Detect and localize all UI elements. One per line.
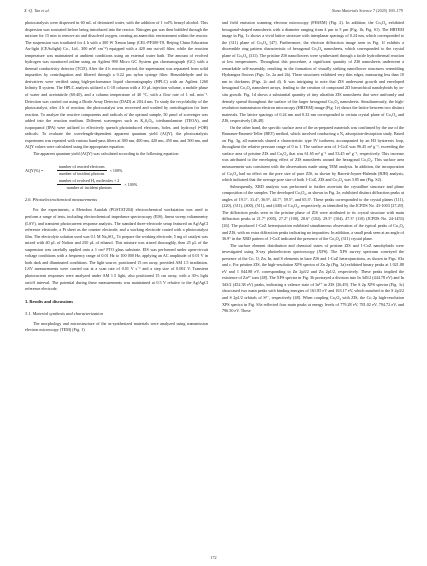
- fraction-numerator: number of evolved H₂ molecules × 2: [59, 178, 120, 184]
- paragraph: photocatalysts were dispersed in 60 mL of deionized water, with the addition of 1 vol% benzyl alcohol. This dispersion was sonicated before being introduced into the reactor. Nitrogen gas was then bubbled through the mixture for 15 min to remove air and dissolved oxygen, creating an anaerobic environment within the reactor. The suspension was irradiated for 4 h with a 300 W Xenon lamp (CEL-PF300-T8, Beijing China Education Au-light (CEAulight) Co., Ltd., 300 mW cm⁻²) equipped with a 420 nm cut-off filter, while the reaction temperature was maintained at ambient conditions using an external water bath. The amount of evolved hydrogen was monitored online using an Agilent 990 Micro GC System gas chromatograph (GC) with a thermal conductivity detector (TCD). After the 4 h reaction period, the supernatant was separated from solid impurities by centrifugation and filtered through a 0.22 μm nylon syringe filter. Benzaldehyde and its derivatives were verified using high-performance liquid chromatography (HPLC) with an Agilent 1260 Infinity II system. The HPLC analysis utilized a C-18 column with a 10 μL injection volume, a mobile phase of water and acetonitrile (60:40), and a column temperature of 40 °C, with a flow rate of 1 mL min⁻¹. Detection was carried out using a Diode Array Detector (DAD) at 204.4 nm. To study the recyclability of the photocatalyst, after 4 h of reaction, the photocatalyst was recovered and washed by centrifugation for later reaction. To analyze the reactive components and radicals of the optimal sample, 50 μmol of scavenger was added into the reaction medium. Different scavengers such as K₂S₂O₈, triethanolamine (TEOA), and isopropanol (IPA) were utilized to effectively quench photoinduced electrons, holes, and hydroxyl (•OH) radicals. To evaluate the wavelength-dependent apparent quantum yield (AQY), the photocatalysis experiment was repeated with various band-pass filters at 380 nm, 400 nm, 420 nm, 450 nm, and 500 nm, and AQY values were calculated using the appropriate equation.: [25, 20, 208, 150]
- right-column: [222, 20, 404, 315]
- equation-multiplier: × 100%: [109, 167, 123, 173]
- running-header: [24, 7, 403, 15]
- paragraph: The apparent quantum yield (AQY) was calculated according to the following equation:: [33, 150, 179, 156]
- header-citation: 7 (2025) 169–179: [372, 8, 403, 13]
- subsection-heading: 3.1. Material synthesis and characterization: [25, 310, 103, 316]
- equation-multiplier: × 100%: [124, 181, 138, 187]
- paragraph: Subsequently, XRD analysis was performed to further ascertain the crystalline structure and phase composition of the samples. The developed Co₃O₄, as shown in Fig. 2e, exhibited distinct diffraction peaks at angles of 19.1°, 31.4°, 36.9°, 44.7°, 59.5°, and 65.3°. These peaks corresponded to the crystal planes (111), (220), (311), (400), (511), and (440) of Co₃O₄, respectively, as identified by the JCPDS No. 43-1003 [27,29]. The diffraction peaks seen in the pristine phase of ZIS were attributed to its crystal structure with main diffraction peaks at 21.7° (005), 27.2° (100), 28.6° (102), 29.5° (104), 47.3° (110) (JCPDS No. 24-1453) [26]. The produced 1-CoZ heterojunction exhibited simultaneous observation of the typical peaks of Co₃O₄ and ZIS, with no extra diffraction peaks indicating no impurities. In addition, a small peak seen at an angle of 36.9° in the XRD pattern of 1-CoZ indicated the presence of the Co₃O₄ (311) crystal plane.: [222, 183, 404, 242]
- equation-fraction: [57, 164, 107, 176]
- fraction-denominator: number of incident photons: [59, 170, 105, 176]
- paragraph: The surface element distribution and chemical states of pristine ZIS and 1-CoZ nanohybrids were investigated using X-ray photoelectron spectroscopy (XPS). The XPS survey spectrum conveyed the presence of the Co, O, Zn, In, and S elements in bare ZIS and 1-CoZ heterojunctions, as shown in Figs. S3a and c. For pristine ZIS, the high-resolution XPS spectra of Zn 2p (Fig. 3a) exhibited binary peaks at 1 021.88 eV and 1 044.88 eV, corresponding to Zn 2p3/2 and Zn 2p1/2, respectively. These peaks implied the existence of Zn²⁺ ions [48]. The XPS spectra in Fig. 3b portrayed a division into In 3d5/2 (444.78 eV) and In 3d3/2 (452.38 eV) peaks, indicating a valence state of In³⁺ in ZIS [26,49]. The S 2p XPS spectra (Fig. 3c) showcased two main peaks with binding energies of 161.85 eV and 163.17 eV, which matched to the S 2p3/2 and S 2p1/2 orbitals of S²⁻, respectively [48]. When coupling Co₃O₄ with ZIS, the Co 2p high-resolution XPS spectra in Fig. S3e reflected four main peaks at energy levels of 779.28 eV, 781.02 eV, 794.72 eV, and 796.50 eV. These: [222, 242, 404, 314]
- header-journal: Nano Materials Science: [331, 8, 372, 13]
- header-authors: X.-Q. Tan et al.: [24, 8, 50, 13]
- aqy-equation: [25, 163, 208, 191]
- paragraph: For the experiments, a Metrohm Autolab (PGSTAT204) electrochemical workstation was used to perform a range of tests, including electrochemical impedance spectroscopy (EIS), linear sweep voltammetry (LSV), and transient photocurrent response analysis. The standard three-electrode setup featured an Ag/AgCl reference electrode, a Pt sheet as the counter electrode, and a working electrode coated with a photocatalyst film. The electrolyte solution used was 0.1 M Na₂SO₄. To prepare the working electrode, 5 mg of catalyst was mixed with 40 μL of Nafion and 250 μL of ethanol. This mixture was stirred thoroughly, then 25 μL of the suspension was carefully applied onto a 1 cm² FTO glass substrate. EIS was performed under open-circuit voltage conditions with a frequency range of 0.01 Hz to 100 000 Hz, applying an AC amplitude of 0.01 V in both dark and illuminated conditions. The light source, positioned 15 cm away, provided AM 1.5 irradiation. LSV measurements were carried out at a scan rate of 0.01 V s⁻¹ and a step size of 0.002 V. Transient photocurrent responses were analyzed under AM 1.5 light, also positioned 15 cm away, with a 30-s light on/off interval. The potential during these measurements was maintained at 0.5 V relative to the Ag/AgCl reference electrode.: [25, 207, 208, 292]
- equation-lhs: AQY(%) =: [25, 167, 44, 173]
- header-journal-citation: [332, 7, 403, 15]
- paragraph: On the other hand, the specific surface area of the as-prepared materials was confirmed by the use of the Brunauer-Emmett-Teller (BET) method, which involved conducting a N₂ adsorption-desorption study. Based on Fig. 3g, all materials shared a characteristic type IV isotherm, accompanied by an H3 hysteresis loop, throughout the relative pressure range of 0 to 1. The surface area of 1-CoZ was 96.45 m² g⁻¹, exceeding the surface area of pristine ZIS and Co₃O₄ that was 61.65 m² g⁻¹ and 53.45 m² g⁻¹, respectively. This increase was attributed to the enveloping effect of ZIS nanosheets around the hexagonal Co₃O₄. This surface area measurement was consistent with the observations made using TEM analysis. In addition, the incorporation of Co₃O₄ had no effect on the pore size of pure ZIS, as shown by Barrett-Joyner-Halenda (BJH) analysis, which indicated that the average pore size of both 1-CoZ, ZIS and Co₃O₄ was 3.85 nm (Fig. S2).: [222, 124, 404, 183]
- section-heading: 2.6. Photoelectrochemical measurements: [25, 197, 98, 203]
- section-heading: 3. Results and discussions: [25, 298, 74, 304]
- page-number: 172: [210, 555, 217, 560]
- equation-fraction: [57, 178, 121, 190]
- left-column: [25, 20, 208, 334]
- paragraph: The morphology and microstructure of the as-synthesized materials were analyzed using transmission electron microscopy (TEM) (Fig. 1): [25, 320, 208, 333]
- fraction-numerator: number of reacted electrons: [59, 164, 105, 170]
- paragraph: and field emission scanning electron microscopy (FESEM) (Fig. 2). In addition, the Co₃O₄ exhibited hexagonal-shaped nanosheets with a diameter ranging from 4 μm to 5 μm (Fig. 1b, Fig. S1). The HRTEM image in Fig. 1c shows a vivid lattice structure with interplanar spacings of 0.24 nm, which corresponded to the (311) plane of Co₃O₄ [47]. Furthermore, the electron diffraction image seen in Fig. 1f exhibits a discernible ring pattern characteristic of hexagonal Co₃O₄ nanosheets, which corresponded to the crystal plane of Co₃O₄ (311). The pristine ZIS nanoflowers were synthesized through a facile hydrothermal reaction at low temperatures. Throughout this procedure, a significant quantity of ZIS nanosheets underwent a remarkable self-assembly, resulting in the formation of visually striking nanoflower structures resembling Hydrangea flowers (Figs. 1e, 2a and 2b). These structures exhibited very thin edges, measuring less than 10 nm in thickness (Figs. 2c and d). It was intriguing to note that ZIS underwent growth and enveloped hexagonal Co₃O₄ nanosheet arrays, leading to the creation of compound 2D hierarchical nanohybrids by in-situ growth. Fig. 1d shows a substantial quantity of tiny ultrathin ZIS nanosheets that were uniformly and densely spread throughout the surface of the larger hexagonal Co₃O₄ nanosheets. Simultaneously, the high-resolution transmission electron microscopy (HRTEM) image (Fig. 1e) shows the lattice between two distinct materials. The lattice spacings of 0.24 nm and 0.32 nm corresponded to certain crystal plane of Co₃O₄ and ZIS, respectively [46,48].: [222, 20, 404, 124]
- fraction-denominator: number of incident photons: [66, 184, 112, 190]
